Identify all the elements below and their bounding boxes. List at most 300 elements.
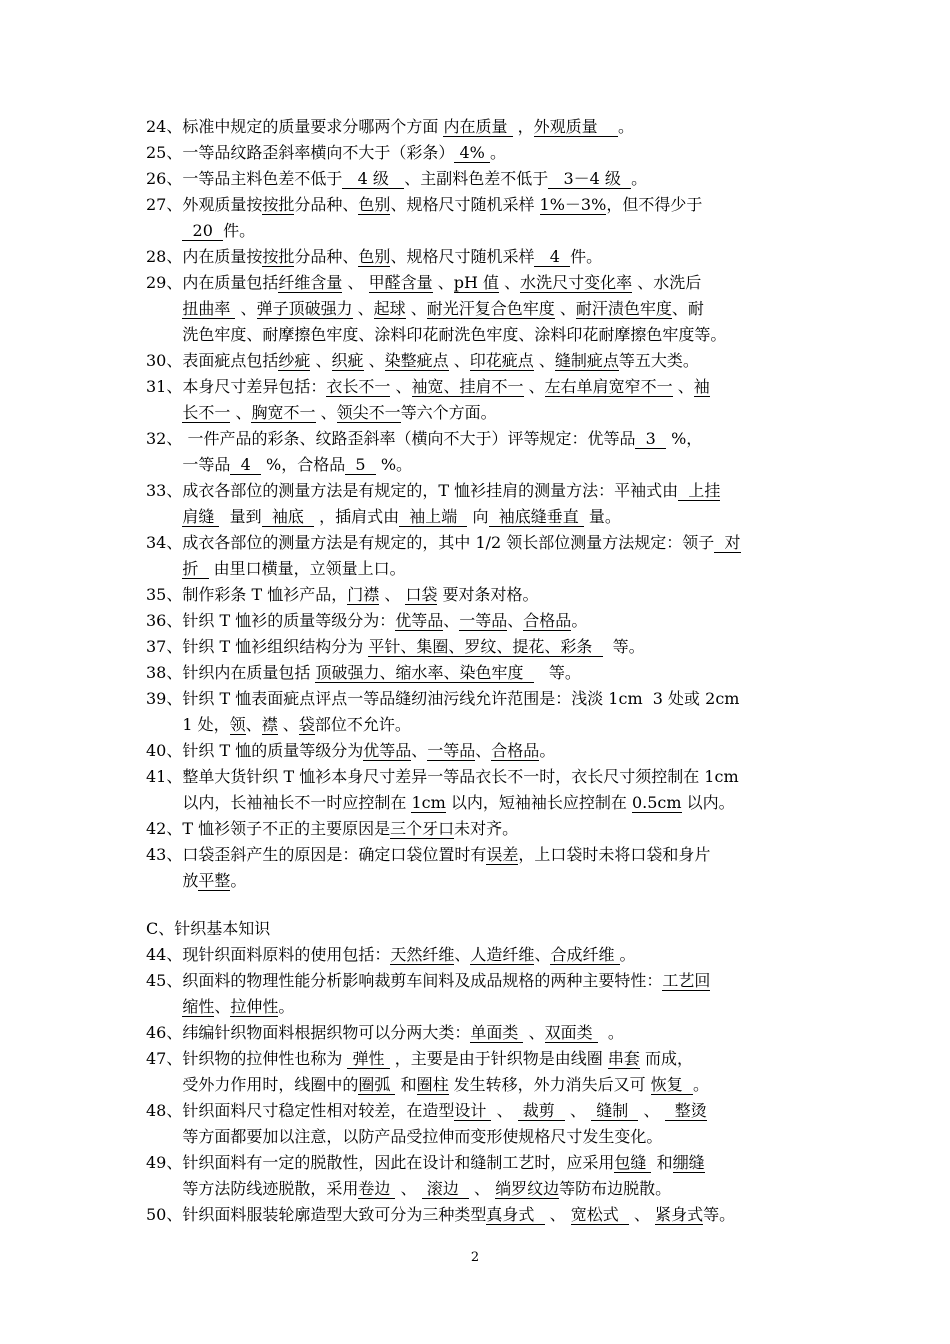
question-number: 40、 <box>146 741 183 760</box>
answer-blank: 色别 <box>358 247 391 266</box>
question-fragment: 、 <box>507 611 524 630</box>
answer-blank: 整烫 <box>664 1101 707 1120</box>
question-fragment: 。 <box>619 945 636 964</box>
answer-blank: 色别 <box>358 195 391 214</box>
question-fragment: 、 <box>245 715 262 734</box>
answer-blank: 平整 <box>198 871 231 890</box>
answer-blank: 滚边 <box>421 1179 469 1198</box>
answer-blank: 3－4 级 <box>548 169 632 188</box>
answer-blank: 真身式 <box>486 1205 545 1224</box>
question-fragment: 量。 <box>583 507 621 526</box>
question-fragment: 等。 <box>533 663 581 682</box>
answer-blank: 对 <box>714 533 741 552</box>
answer-blank: 合成纤维 <box>550 945 620 964</box>
question-fragment: ，插肩式由 <box>314 507 400 526</box>
answer-blank: 弹性 <box>347 1049 390 1068</box>
question-text <box>182 374 836 426</box>
question-fragment: %， <box>666 429 703 448</box>
question-fragment: 、 <box>342 273 369 292</box>
question-fragment: 针织内在质量包括 <box>182 663 316 682</box>
answer-blank: 袖底 <box>261 507 315 526</box>
question-number: 31、 <box>146 377 183 396</box>
question-fragment: 、 <box>475 741 492 760</box>
text-line <box>182 244 836 270</box>
question-number: 46、 <box>146 1023 183 1042</box>
question-fragment: 。 <box>230 871 247 890</box>
question-text <box>182 1098 836 1150</box>
answer-blank: 耐光汗复合色牢度 <box>426 299 555 318</box>
question-fragment: 、 <box>310 351 332 370</box>
question-fragment: 一等品纹路歪斜率横向不大于（彩条） <box>182 143 455 162</box>
answer-blank: 袋 <box>298 715 315 734</box>
question-number: 27、 <box>146 195 183 214</box>
answer-blank: 纤维含量 <box>278 273 343 292</box>
text-line <box>182 868 836 894</box>
answer-blank: 胸宽不一 <box>251 403 316 422</box>
question-text <box>182 942 836 968</box>
question-number: 33、 <box>146 481 183 500</box>
question-item <box>146 582 836 608</box>
question-fragment: 件。 <box>570 247 603 266</box>
question-item <box>146 1046 836 1098</box>
question-fragment: 、 <box>448 351 470 370</box>
text-line <box>182 1046 836 1072</box>
question-item <box>146 478 836 530</box>
question-number: 28、 <box>146 247 183 266</box>
answer-blank: 0.5cm <box>631 793 682 812</box>
question-text <box>182 816 836 842</box>
question-number: 41、 <box>146 767 183 786</box>
question-text <box>182 140 836 166</box>
question-text <box>182 166 836 192</box>
question-text <box>182 114 836 140</box>
question-fragment: 、 <box>395 1179 422 1198</box>
text-line <box>182 400 836 426</box>
answer-blank: 一等品 <box>427 741 476 760</box>
answer-blank: 缩性 <box>182 997 215 1016</box>
question-fragment: 1 处， <box>182 715 230 734</box>
answer-blank: 设计 <box>454 1101 492 1120</box>
question-fragment: 口袋歪斜产生的原因是：确定口袋位置时有 <box>182 845 487 864</box>
text-line <box>182 374 836 400</box>
answer-blank: 袖宽、挂肩不一 <box>411 377 524 396</box>
answer-blank: 弹子顶破强力 <box>256 299 353 318</box>
question-text <box>182 608 836 634</box>
answer-blank: 缝制 <box>591 1101 639 1120</box>
question-fragment: 、规格尺寸随机采样 <box>390 195 540 214</box>
text-line <box>182 738 836 764</box>
question-fragment: 发生转移，外力消失后又可 <box>448 1075 651 1094</box>
question-fragment: 制作彩条 T 恤衫产品， <box>182 585 348 604</box>
question-fragment: 现针织面料原料的使用包括： <box>182 945 391 964</box>
question-fragment: 内在质量包括 <box>182 273 279 292</box>
answer-blank: 恢复 <box>650 1075 693 1094</box>
question-fragment: 、 <box>315 403 337 422</box>
question-item <box>146 374 836 426</box>
question-text <box>182 244 836 270</box>
answer-blank: 包缝 <box>614 1153 652 1172</box>
answer-blank: 4 级 <box>342 169 405 188</box>
question-fragment: 和 <box>651 1153 673 1172</box>
question-item <box>146 1202 836 1228</box>
text-line <box>182 790 836 816</box>
answer-blank: 折 <box>182 559 209 578</box>
text-line <box>182 114 836 140</box>
text-line <box>182 1150 836 1176</box>
question-number: 42、 <box>146 819 183 838</box>
question-fragment: 量到 <box>219 507 262 526</box>
answer-blank: 门襟 <box>347 585 380 604</box>
question-text <box>182 348 836 374</box>
question-fragment: 由里口横量，立领量上口。 <box>208 559 406 578</box>
question-fragment: 标准中规定的质量要求分哪两个方面 <box>182 117 444 136</box>
question-item <box>146 140 836 166</box>
text-line <box>182 582 836 608</box>
question-item <box>146 608 836 634</box>
answer-blank: 起球 <box>373 299 406 318</box>
question-fragment: 。 <box>571 611 588 630</box>
question-item <box>146 1098 836 1150</box>
question-fragment: 针织 T 恤的质量等级分为 <box>182 741 364 760</box>
question-fragment: 整单大货针织 T 恤衫本身尺寸差异一等品衣长不一时，衣长尺寸须控制在 1cm <box>182 767 739 786</box>
answer-blank: 口袋 <box>405 585 438 604</box>
question-fragment: 、 <box>432 273 454 292</box>
question-fragment: 、主副料色差不低于 <box>404 169 549 188</box>
answer-blank: 扭曲率 <box>182 299 236 318</box>
question-text <box>182 530 836 582</box>
question-fragment: ， <box>512 117 534 136</box>
answer-blank: 衣长不一 <box>326 377 391 396</box>
answer-blank: 合格品 <box>523 611 572 630</box>
question-number: 48、 <box>146 1101 183 1120</box>
question-fragment: T 恤衫领子不正的主要原因是 <box>182 819 391 838</box>
text-line <box>182 530 836 556</box>
answer-blank: 襟 <box>261 715 278 734</box>
question-text <box>182 478 836 530</box>
answer-blank: 耐汗渍色牢度 <box>575 299 672 318</box>
answer-blank: 肩缝 <box>182 507 220 526</box>
answer-blank: 按批 <box>262 195 295 214</box>
question-fragment: 等。 <box>602 637 645 656</box>
question-fragment: 分品种、 <box>294 247 359 266</box>
question-text <box>182 192 836 244</box>
question-fragment: 部位不允许。 <box>314 715 411 734</box>
answer-blank: 双面类 <box>544 1023 598 1042</box>
text-line <box>182 322 836 348</box>
answer-blank: 袖上端 <box>399 507 468 526</box>
page-number: 2 <box>470 1250 480 1265</box>
question-fragment: 、 <box>235 299 257 318</box>
question-fragment: 、 <box>533 351 555 370</box>
question-fragment: 针织 T 恤衫的质量等级分为： <box>182 611 396 630</box>
answer-blank: 4 <box>534 247 571 266</box>
question-item <box>146 114 836 140</box>
answer-blank: 3 <box>635 429 666 448</box>
text-line <box>182 660 836 686</box>
text-line <box>182 166 836 192</box>
answer-blank: 染整疵点 <box>384 351 449 370</box>
question-fragment: 、 <box>672 377 694 396</box>
question-fragment: 。 <box>631 169 648 188</box>
text-line <box>182 452 836 478</box>
question-number: 29、 <box>146 273 183 292</box>
question-item <box>146 1150 836 1202</box>
section-heading: C、针织基本知识 <box>146 919 271 938</box>
question-text <box>182 1020 836 1046</box>
question-fragment: 、 <box>638 1101 665 1120</box>
question-number: 34、 <box>146 533 183 552</box>
question-number: 35、 <box>146 585 183 604</box>
answer-blank: 左右单肩宽窄不一 <box>544 377 673 396</box>
question-fragment: 分品种、 <box>294 195 359 214</box>
question-text <box>182 1202 836 1228</box>
question-number: 24、 <box>146 117 183 136</box>
text-line <box>182 608 836 634</box>
question-fragment: 、 <box>468 1179 496 1198</box>
question-fragment: 以内，长袖袖长不一时应控制在 <box>182 793 412 812</box>
text-line <box>182 296 836 322</box>
question-text <box>182 1150 836 1202</box>
answer-blank: 人造纤维 <box>470 945 535 964</box>
question-fragment: 、耐 <box>671 299 704 318</box>
question-fragment: 表面疵点包括 <box>182 351 279 370</box>
question-number: 26、 <box>146 169 183 188</box>
answer-blank: 天然纤维 <box>390 945 455 964</box>
question-fragment: 针织面料服装轮廓造型大致可分为三种类型 <box>182 1205 487 1224</box>
question-fragment: 。 <box>597 1023 624 1042</box>
question-text <box>182 764 836 816</box>
question-fragment: 洗色牢度、耐摩擦色牢度、涂料印花耐洗色牢度、涂料印花耐摩擦色牢度等。 <box>182 325 727 344</box>
answer-blank: 优等品 <box>395 611 444 630</box>
question-fragment: 。 <box>618 117 635 136</box>
text-line <box>182 1098 836 1124</box>
answer-blank: 绷缝 <box>672 1153 705 1172</box>
question-text <box>182 842 836 894</box>
text-line <box>182 270 836 296</box>
question-text <box>182 968 836 1020</box>
question-item <box>146 942 836 968</box>
answer-blank: 合格品 <box>491 741 540 760</box>
question-text <box>182 738 836 764</box>
question-text <box>182 686 836 738</box>
question-fragment: 、 <box>277 715 299 734</box>
question-number: 47、 <box>146 1049 183 1068</box>
question-fragment: 等方法防线迹脱散，采用 <box>182 1179 359 1198</box>
answer-blank: 圈柱 <box>416 1075 449 1094</box>
answer-blank: 裁剪 <box>517 1101 565 1120</box>
question-text <box>182 426 836 478</box>
question-fragment: ，上口袋时未将口袋和身片 <box>518 845 711 864</box>
question-number: 50、 <box>146 1205 183 1224</box>
text-line <box>182 764 836 790</box>
text-line <box>182 1072 836 1098</box>
question-fragment: 一等品 <box>182 455 231 474</box>
question-fragment: 针织物的拉伸性也称为 <box>182 1049 348 1068</box>
answer-blank: 一等品 <box>459 611 508 630</box>
question-fragment: 针织 T 恤表面疵点评点一等品缝纫油污线允许范围是：浅淡 1cm 3 处或 2cm <box>182 689 740 708</box>
question-fragment: 以内。 <box>681 793 735 812</box>
answer-blank: 圈弧 <box>358 1075 396 1094</box>
question-fragment: 以内，短袖袖长应控制在 <box>445 793 632 812</box>
answer-blank: 水洗尺寸变化率 <box>520 273 633 292</box>
text-line <box>182 842 836 868</box>
answer-blank: 20 <box>182 221 224 240</box>
question-number: 37、 <box>146 637 183 656</box>
question-fragment: 等五大类。 <box>618 351 699 370</box>
question-fragment: 、 <box>390 377 412 396</box>
question-fragment: 等防布边脱散。 <box>559 1179 672 1198</box>
answer-blank: 印花疵点 <box>469 351 534 370</box>
text-line <box>182 816 836 842</box>
question-fragment: 一等品主料色差不低于 <box>182 169 343 188</box>
question-fragment: 放 <box>182 871 199 890</box>
question-item <box>146 166 836 192</box>
answer-blank: 平针、集圈、罗纹、提花、彩条 <box>368 637 603 656</box>
question-fragment: 、 <box>554 299 576 318</box>
text-line <box>182 942 836 968</box>
text-line <box>182 1124 836 1150</box>
answer-blank: 单面类 <box>470 1023 524 1042</box>
question-fragment: 而成， <box>639 1049 693 1068</box>
answer-blank: 甲醛含量 <box>368 273 433 292</box>
question-fragment: 针织 T 恤衫组织结构分为 <box>182 637 369 656</box>
question-number: 25、 <box>146 143 183 162</box>
text-line <box>182 192 836 218</box>
question-item <box>146 764 836 816</box>
answer-blank: 宽松式 <box>570 1205 629 1224</box>
question-item <box>146 968 836 1020</box>
answer-blank: 按批 <box>262 247 295 266</box>
question-text <box>182 634 836 660</box>
question-item <box>146 842 836 894</box>
text-line <box>182 1020 836 1046</box>
question-fragment: 本身尺寸差异包括： <box>182 377 327 396</box>
question-item <box>146 816 836 842</box>
question-item <box>146 530 836 582</box>
question-fragment: 、 <box>544 1205 571 1224</box>
text-line <box>182 968 836 994</box>
answer-blank: 1cm <box>411 793 446 812</box>
answer-blank: 绱罗纹边 <box>495 1179 560 1198</box>
answer-blank: 紧身式 <box>655 1205 704 1224</box>
question-item <box>146 634 836 660</box>
question-number: 38、 <box>146 663 183 682</box>
question-fragment: 、 <box>214 997 231 1016</box>
answer-blank: 误差 <box>486 845 519 864</box>
text-line <box>182 634 836 660</box>
question-fragment: 纬编针织物面料根据织物可以分两大类： <box>182 1023 471 1042</box>
question-fragment: %。 <box>375 455 413 474</box>
question-item <box>146 244 836 270</box>
answer-blank: 领 <box>229 715 246 734</box>
question-number: 43、 <box>146 845 183 864</box>
question-fragment: 、 <box>632 273 654 292</box>
question-fragment: %，合格品 <box>260 455 346 474</box>
question-item <box>146 686 836 738</box>
question-item <box>146 738 836 764</box>
question-fragment: 、 <box>491 1101 518 1120</box>
question-fragment: 、 <box>523 1023 545 1042</box>
question-item <box>146 348 836 374</box>
question-number: 32、 <box>146 429 183 448</box>
text-line <box>182 426 836 452</box>
question-fragment: 要对条对格。 <box>437 585 539 604</box>
question-fragment: 内在质量按 <box>182 247 263 266</box>
question-number: 44、 <box>146 945 183 964</box>
question-fragment: 针织面料有一定的脱散性，因此在设计和缝制工艺时，应采用 <box>182 1153 615 1172</box>
question-text <box>182 270 836 348</box>
answer-blank: 卷边 <box>358 1179 396 1198</box>
question-fragment: 、 <box>628 1205 656 1224</box>
question-fragment: 等六个方面。 <box>400 403 497 422</box>
text-line <box>182 218 836 244</box>
question-fragment: 。 <box>278 997 295 1016</box>
question-fragment: 和 <box>395 1075 417 1094</box>
question-fragment: 、 <box>405 299 427 318</box>
answer-blank: 纱疵 <box>278 351 311 370</box>
questions-c <box>146 942 836 1228</box>
question-text <box>182 1046 836 1098</box>
question-list <box>146 114 836 1228</box>
question-item <box>146 426 836 478</box>
question-fragment: 。 <box>692 1075 709 1094</box>
question-fragment: 一件产品的彩条、纹路歪斜率（横向不大于）评等规定：优等品 <box>182 429 636 448</box>
question-fragment: 、 <box>534 945 551 964</box>
text-line <box>182 1176 836 1202</box>
text-line <box>182 348 836 374</box>
question-fragment: 成衣各部位的测量方法是有规定的，T 恤衫挂肩的测量方法：平袖式由 <box>182 481 679 500</box>
question-fragment: 、 <box>454 945 471 964</box>
question-item <box>146 192 836 244</box>
question-number: 45、 <box>146 971 183 990</box>
question-fragment: 、 <box>379 585 406 604</box>
answer-blank: 拉伸性 <box>230 997 279 1016</box>
question-fragment: 、 <box>564 1101 592 1120</box>
answer-blank: 1%－3% <box>539 195 607 214</box>
question-fragment: 、 <box>230 403 252 422</box>
answer-blank: 优等品 <box>363 741 412 760</box>
text-line <box>182 556 836 582</box>
answer-blank: 外观质量 <box>533 117 619 136</box>
answer-blank: 三个牙口 <box>390 819 455 838</box>
answer-blank: 4 <box>230 455 261 474</box>
text-line <box>182 712 836 738</box>
answer-blank: 袖底缝垂直 <box>488 507 584 526</box>
question-fragment: 外观质量按 <box>182 195 263 214</box>
question-fragment: 、 <box>523 377 545 396</box>
question-fragment: 水洗后 <box>653 273 702 292</box>
question-fragment: 。 <box>539 741 556 760</box>
answer-blank: 串套 <box>607 1049 640 1068</box>
answer-blank: 缝制疵点 <box>554 351 619 370</box>
question-number: 49、 <box>146 1153 183 1172</box>
question-fragment: 、 <box>443 611 460 630</box>
question-fragment: 未对齐。 <box>454 819 519 838</box>
answer-blank: 5 <box>345 455 376 474</box>
question-fragment: 受外力作用时，线圈中的 <box>182 1075 359 1094</box>
question-fragment: 。 <box>489 143 506 162</box>
question-fragment: 等方面都要加以注意，以防产品受拉伸而变形使规格尺寸发生变化。 <box>182 1127 663 1146</box>
text-line <box>182 686 836 712</box>
question-text <box>182 660 836 686</box>
question-fragment: 、 <box>499 273 521 292</box>
answer-blank: pH 值 <box>453 273 499 292</box>
question-fragment: 、 <box>363 351 385 370</box>
question-fragment: 织面料的物理性能分析影响裁剪车间料及成品规格的两种主要特性： <box>182 971 663 990</box>
text-line <box>182 478 836 504</box>
question-number: 30、 <box>146 351 183 370</box>
question-item <box>146 270 836 348</box>
